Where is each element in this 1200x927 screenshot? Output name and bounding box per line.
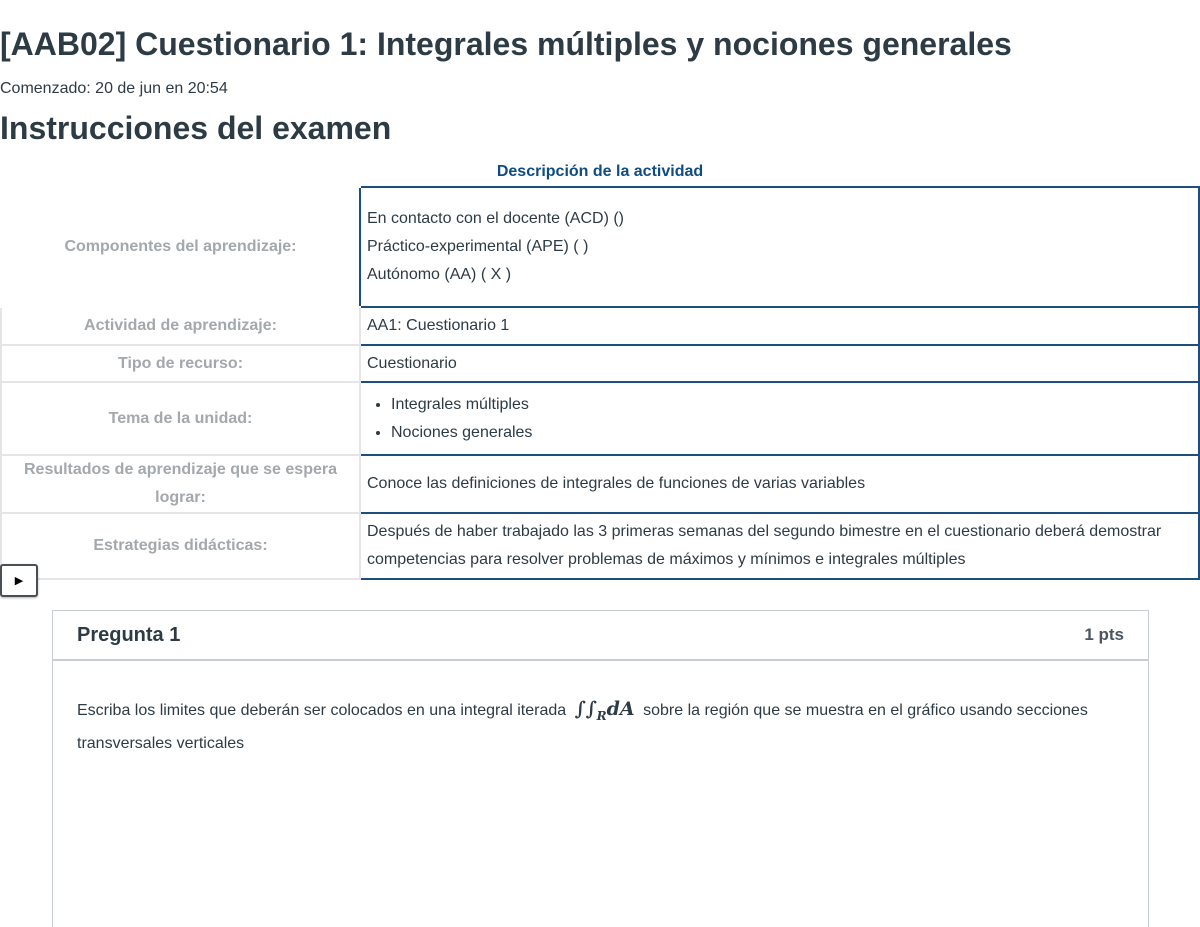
list-item: • Integrales múltiples (391, 391, 1198, 419)
question-text-before: Escriba los limites que deberán ser colocados en una integral iterada (77, 702, 567, 719)
tema-list (367, 391, 1198, 447)
table-row (1, 455, 1199, 513)
activity-description-header: Descripción de la actividad (496, 163, 704, 180)
estrategias-value: Después de haber trabajado las 3 primeras semanas del segundo bimestre en el cuestionario deberá demostrar competencias para resolver problemas de máximos y mínimos e integrales múltiples (360, 513, 1199, 579)
question-text-after: sobre la región que se muestra en el gráfico usando secciones transversales verticales (77, 702, 1088, 752)
question-card (52, 610, 1149, 927)
componentes-acd: En contacto con el docente (ACD) () (367, 210, 625, 227)
componentes-value (360, 187, 1199, 307)
play-icon: ▶ (14, 575, 24, 587)
question-points: 1 pts (1084, 625, 1124, 644)
table-row (1, 187, 1199, 307)
tipo-label: Tipo de recurso: (1, 345, 360, 382)
activity-table (0, 186, 1200, 580)
integral-region: R (596, 708, 607, 723)
tipo-value: Cuestionario (360, 345, 1199, 382)
componentes-aa: Autónomo (AA) ( X ) (367, 266, 512, 283)
question-header (53, 611, 1148, 661)
list-item: • Nociones generales (391, 419, 1198, 447)
actividad-label: Actividad de aprendizaje: (1, 307, 360, 345)
resultados-label: Resultados de aprendizaje que se espera lograr: (1, 455, 360, 513)
question-title: Pregunta 1 (77, 623, 181, 646)
estrategias-label: Estrategias didácticas: (1, 513, 360, 579)
started-timestamp: Comenzado: 20 de jun en 20:54 (0, 80, 228, 97)
question-text (53, 661, 1148, 758)
resultados-value: Conoce las definiciones de integrales de funciones de varias variables (360, 455, 1199, 513)
integral-sign: ∫∫ (574, 698, 597, 720)
integral-formula (571, 698, 639, 723)
table-row (1, 382, 1199, 455)
table-row (1, 307, 1199, 345)
table-row (1, 513, 1199, 579)
table-row (1, 345, 1199, 382)
quiz-title: [AAB02] Cuestionario 1: Integrales múltiples y nociones generales (0, 26, 1012, 62)
media-play-button[interactable] (0, 564, 38, 597)
componentes-ape: Práctico-experimental (APE) ( ) (367, 238, 589, 255)
tema-value (360, 382, 1199, 455)
actividad-value: AA1: Cuestionario 1 (360, 307, 1199, 345)
instructions-title: Instrucciones del examen (0, 110, 392, 146)
tema-label: Tema de la unidad: (1, 382, 360, 455)
componentes-label: Componentes del aprendizaje: (64, 238, 297, 255)
integral-differential: dA (606, 698, 635, 720)
